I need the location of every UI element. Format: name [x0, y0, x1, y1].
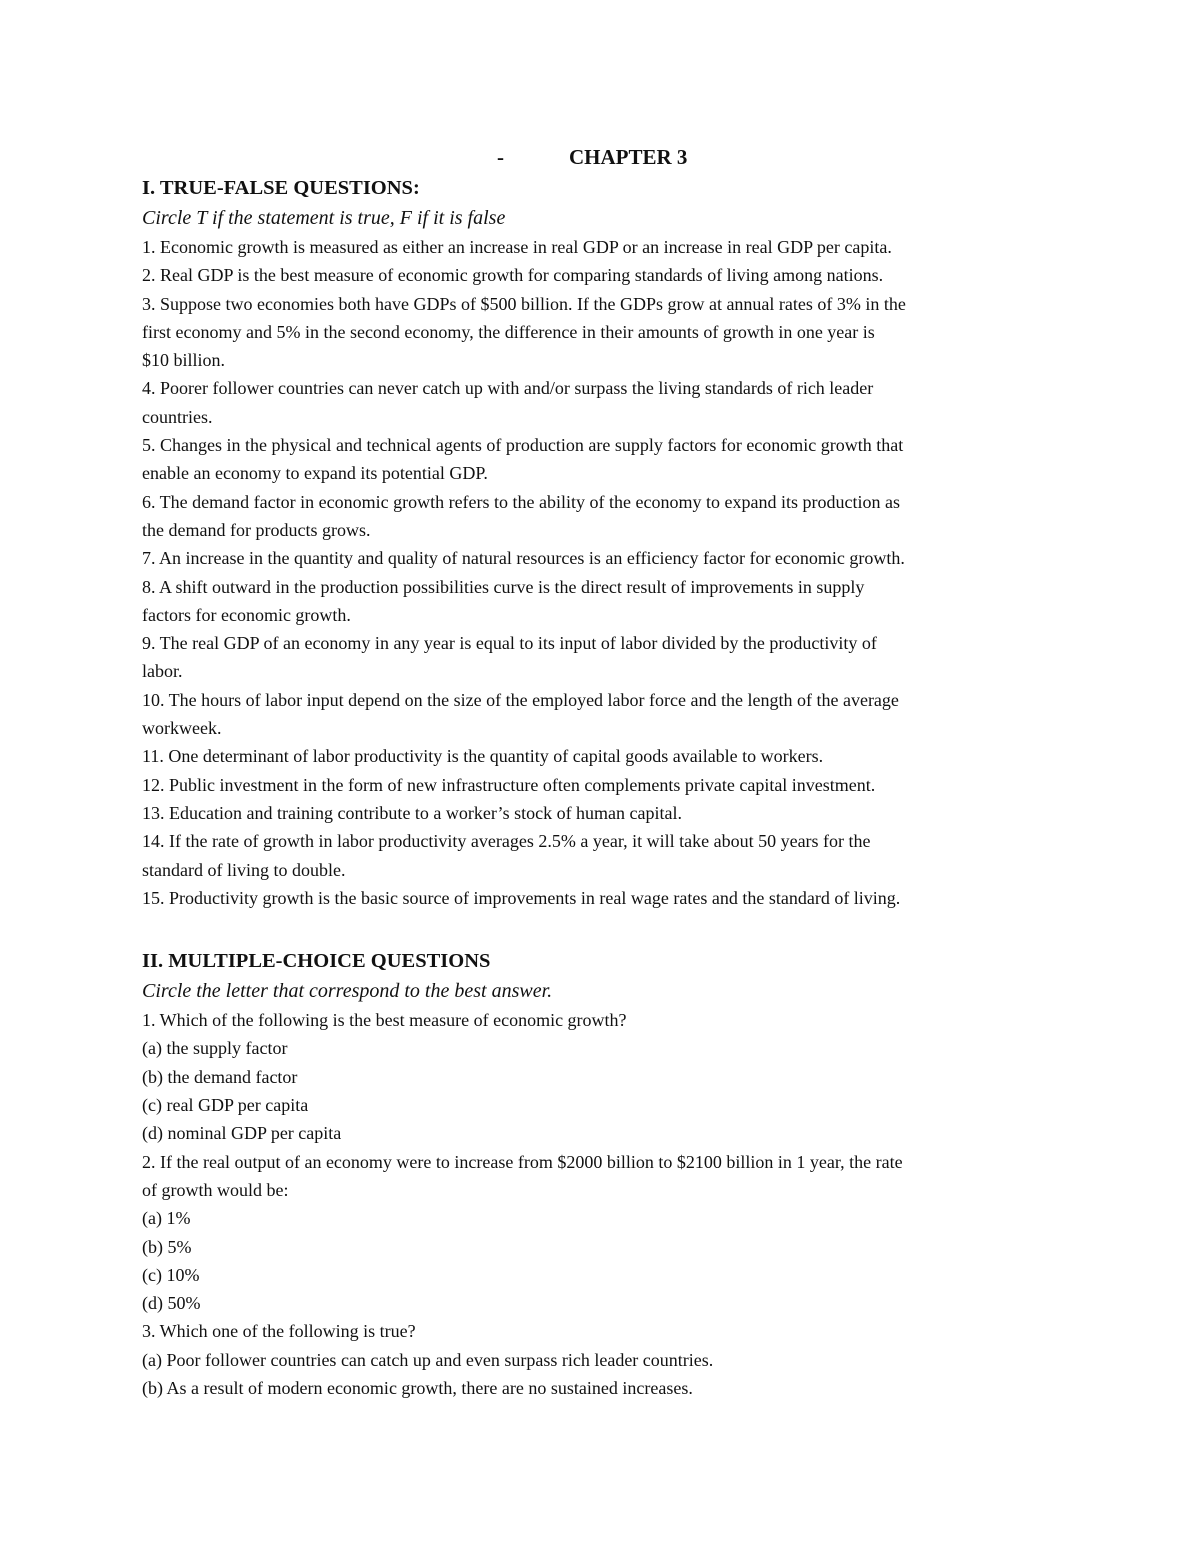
- true-false-question-line: workweek.: [142, 718, 222, 739]
- true-false-question-line: 9. The real GDP of an economy in any year is equal to its input of labor divided by the productivity of: [142, 633, 877, 654]
- multiple-choice-question-line: (b) As a result of modern economic growth, there are no sustained increases.: [142, 1377, 693, 1398]
- multiple-choice-question-line: (b) the demand factor: [142, 1066, 298, 1087]
- true-false-question-line: 4. Poorer follower countries can never catch up with and/or surpass the living standards of rich leader: [142, 378, 874, 399]
- section-instruction-multiple-choice: Circle the letter that correspond to the best answer.: [142, 980, 553, 1003]
- header-dash: -: [497, 145, 504, 169]
- true-false-question-line: standard of living to double.: [142, 859, 346, 880]
- chapter-title: CHAPTER 3: [569, 145, 688, 169]
- section-heading-multiple-choice: II. MULTIPLE-CHOICE QUESTIONS: [142, 950, 491, 973]
- true-false-question-line: 1. Economic growth is measured as either an increase in real GDP or an increase in real GDP per capita.: [142, 237, 892, 257]
- multiple-choice-question-line: (a) the supply factor: [142, 1038, 288, 1059]
- multiple-choice-question-line: (b) 5%: [142, 1236, 192, 1257]
- true-false-question-line: 10. The hours of labor input depend on the size of the employed labor force and the length of the average: [142, 689, 899, 710]
- multiple-choice-question-line: 3. Which one of the following is true?: [142, 1321, 416, 1342]
- multiple-choice-question-line: (d) 50%: [142, 1293, 201, 1314]
- true-false-question-line: $10 billion.: [142, 350, 226, 371]
- page-content: [142, 141, 1062, 1402]
- chapter-header: [142, 141, 1062, 173]
- true-false-question-list: [142, 233, 1062, 912]
- true-false-question-line: 2. Real GDP is the best measure of economic growth for comparing standards of living among nations.: [142, 265, 884, 286]
- multiple-choice-question-line: (c) real GDP per capita: [142, 1095, 309, 1116]
- true-false-question-line: the demand for products grows.: [142, 519, 371, 540]
- multiple-choice-question-line: 2. If the real output of an economy were to increase from $2000 billion to $2100 billion in 1 year, the rate: [142, 1151, 903, 1172]
- true-false-question-line: enable an economy to expand its potential GDP.: [142, 463, 488, 484]
- true-false-question-line: labor.: [142, 661, 183, 682]
- section-instruction-true-false: Circle T if the statement is true, F if it is false: [142, 207, 506, 229]
- multiple-choice-question-line: (d) nominal GDP per capita: [142, 1123, 342, 1144]
- true-false-question-line: 11. One determinant of labor productivity is the quantity of capital goods available to workers.: [142, 746, 824, 767]
- multiple-choice-question-line: of growth would be:: [142, 1179, 289, 1200]
- true-false-question-line: 8. A shift outward in the production possibilities curve is the direct result of improvements in supply: [142, 576, 865, 597]
- true-false-question-line: first economy and 5% in the second economy, the difference in their amounts of growth in one year is: [142, 321, 875, 342]
- true-false-question-line: 3. Suppose two economies both have GDPs of $500 billion. If the GDPs grow at annual rates of 3% in the: [142, 293, 906, 314]
- multiple-choice-question-line: (c) 10%: [142, 1264, 200, 1285]
- true-false-question-line: 7. An increase in the quantity and quality of natural resources is an efficiency factor for economic growth.: [142, 548, 905, 569]
- true-false-question-line: 14. If the rate of growth in labor productivity averages 2.5% a year, it will take about 50 years for the: [142, 831, 871, 852]
- true-false-question-line: 15. Productivity growth is the basic source of improvements in real wage rates and the standard of living.: [142, 887, 901, 908]
- true-false-question-line: countries.: [142, 406, 213, 427]
- multiple-choice-question-line: (a) Poor follower countries can catch up and even surpass rich leader countries.: [142, 1349, 714, 1370]
- true-false-question-line: 5. Changes in the physical and technical agents of production are supply factors for economic growth that: [142, 435, 904, 456]
- section-heading-true-false: I. TRUE-FALSE QUESTIONS:: [142, 177, 420, 199]
- multiple-choice-question-line: 1. Which of the following is the best measure of economic growth?: [142, 1010, 627, 1031]
- multiple-choice-question-list: [142, 1006, 1062, 1402]
- true-false-question-line: 12. Public investment in the form of new infrastructure often complements private capital investment.: [142, 774, 876, 795]
- true-false-question-line: factors for economic growth.: [142, 604, 351, 625]
- multiple-choice-question-line: (a) 1%: [142, 1208, 191, 1229]
- true-false-question-line: 6. The demand factor in economic growth refers to the ability of the economy to expand its production as: [142, 491, 900, 512]
- true-false-question-line: 13. Education and training contribute to a worker’s stock of human capital.: [142, 802, 683, 823]
- section-gap: [142, 912, 1062, 946]
